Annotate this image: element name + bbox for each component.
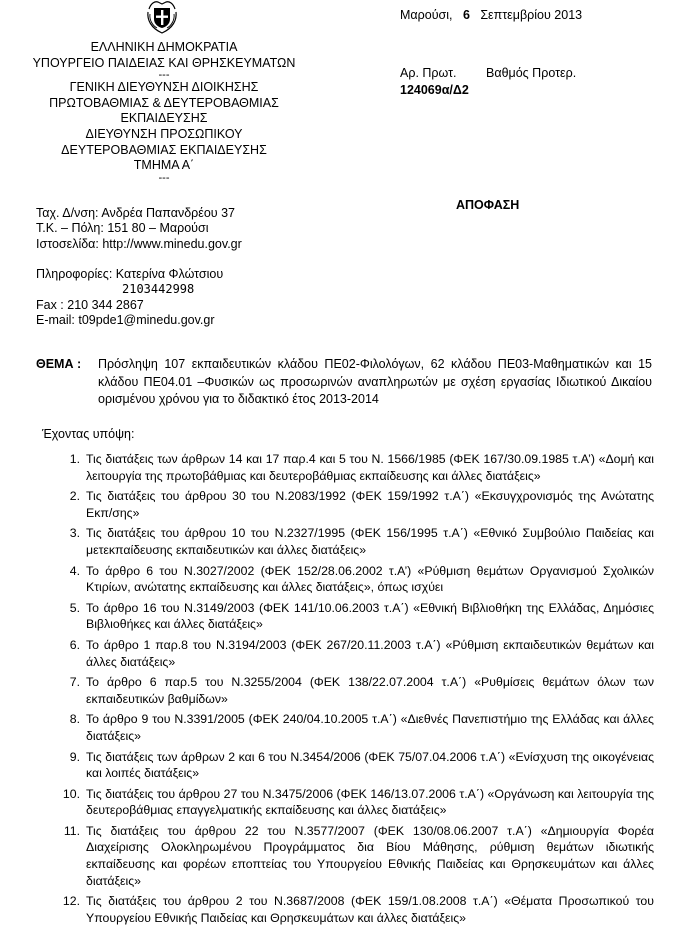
item-number: 1. bbox=[69, 452, 80, 466]
considerations-list bbox=[62, 451, 654, 930]
header-line-republic: ΕΛΛΗΝΙΚΗ ΔΗΜΟΚΡΑΤΙΑ bbox=[90, 40, 238, 54]
item-text: Τις διατάξεις του άρθρου 10 του Ν.2327/1995 (ΦΕΚ 156/1995 τ.Α΄) «Εθνικό Συμβούλιο Παιδείας και μετεκπαίδευσης εκπαιδευτικών και άλλες διατάξεις» bbox=[86, 526, 654, 557]
list-item bbox=[62, 711, 654, 744]
header-line-personnel-directorate: ΔΙΕΥΘΥΝΣΗ ΠΡΟΣΩΠΙΚΟΥ bbox=[85, 126, 243, 141]
item-text: Το άρθρο 1 παρ.8 του Ν.3194/2003 (ΦΕΚ 267/20.11.2003 τ.Α΄) «Ρύθμιση εκπαιδευτικών θεμάτων και άλλες διατάξεις» bbox=[86, 637, 654, 669]
list-item bbox=[62, 674, 654, 707]
list-item bbox=[62, 637, 654, 670]
protocol-labels bbox=[400, 65, 576, 82]
list-item bbox=[62, 451, 654, 484]
header-line-department: ΤΜΗΜΑ Α΄ bbox=[133, 158, 195, 173]
email-line[interactable]: E-mail: t09pde1@minedu.gov.gr bbox=[36, 313, 215, 328]
header-line-secondary-education: ΔΕΥΤΕΡΟΒΑΘΜΙΑΣ ΕΚΠΑΙΔΕΥΣΗΣ bbox=[61, 142, 267, 157]
header-line-education: ΕΚΠΑΙΔΕΥΣΗΣ bbox=[120, 111, 208, 126]
item-number: 6. bbox=[69, 637, 80, 652]
document-date bbox=[400, 8, 582, 22]
address-label: Ταχ. Δ/νση: bbox=[36, 206, 99, 220]
item-number: 3. bbox=[69, 526, 80, 541]
list-item bbox=[62, 823, 654, 889]
list-item bbox=[62, 600, 654, 633]
item-text: Το άρθρο 16 του Ν.3149/2003 (ΦΕΚ 141/10.06.2003 τ.Α΄) «Εθνική Βιβλιοθήκη της Ελλάδας, Δημόσιες Βιβλιοθήκες και άλλες διατάξεις» bbox=[86, 600, 654, 632]
item-text: Τις διατάξεις του άρθρου 2 του Ν.3687/2008 (ΦΕΚ 159/1.08.2008 τ.Α΄) «Θέματα Προσωπικού του Υπουργείου Εθνικής Παιδείας και Θρησκευμάτων και άλλες διατάξεις» bbox=[86, 894, 654, 925]
list-item bbox=[62, 488, 654, 521]
item-text: Τις διατάξεις του άρθρου 30 του Ν.2083/1992 (ΦΕΚ 159/1992 τ.Α΄) «Εκσυγχρονισμός της Ανώτατης Εκπ/σης» bbox=[86, 489, 654, 520]
item-text: Το άρθρο 9 του Ν.3391/2005 (ΦΕΚ 240/04.10.2005 τ.Α΄) «Διεθνές Πανεπιστήμιο της Ελλάδας και άλλες διατάξεις» bbox=[86, 712, 654, 743]
postcode-row bbox=[36, 221, 242, 236]
list-item bbox=[62, 786, 654, 819]
item-number: 7. bbox=[69, 675, 80, 690]
date-month-year: Σεπτεμβρίου 2013 bbox=[480, 8, 583, 22]
list-item bbox=[62, 749, 654, 782]
postcode-label: Τ.Κ. – Πόλη: bbox=[36, 221, 104, 236]
item-number: 10. bbox=[62, 786, 80, 801]
list-item bbox=[62, 893, 654, 926]
item-number: 2. bbox=[69, 489, 80, 504]
protocol-reference bbox=[400, 65, 576, 99]
address-value: Ανδρέα Παπανδρέου 37 bbox=[101, 206, 236, 220]
item-number: 11. bbox=[63, 823, 80, 838]
item-number: 12. bbox=[62, 894, 80, 909]
date-day: 6 bbox=[462, 8, 470, 22]
item-number: 9. bbox=[69, 749, 80, 764]
info-label: Πληροφορίες: bbox=[36, 267, 113, 281]
item-text: Τις διατάξεις του άρθρου 22 του Ν.3577/2007 (ΦΕΚ 130/08.06.2007 τ.Α΄) «Δημιουργία Φορέα Διαχείρισης Ολοκληρωμένου Προγράμματος δια Βίου Μάθησης, ρύθμιση θεμάτων ιδιωτικής εκπαίδευσης και φορέων εποπτείας του Υπουργείου Εθνικής Παιδείας και Θρησκευμάτων και άλλες διατάξεις» bbox=[86, 823, 654, 888]
date-place: Μαρούσι, bbox=[400, 8, 453, 22]
website-label: Ιστοσελίδα: bbox=[36, 236, 99, 251]
item-text: Τις διατάξεις των άρθρων 2 και 6 του Ν.3454/2006 (ΦΕΚ 75/07.04.2006 τ.Α΄) «Ενίσχυση της οικογένειας και λοιπές διατάξεις» bbox=[86, 749, 654, 781]
website-row bbox=[36, 237, 242, 252]
item-number: 4. bbox=[69, 563, 80, 578]
list-item bbox=[62, 563, 654, 596]
contact-details bbox=[36, 206, 242, 252]
item-number: 5. bbox=[69, 600, 80, 615]
item-text: Τις διατάξεις του άρθρου 27 του Ν.3475/2006 (ΦΕΚ 146/13.07.2006 τ.Α΄) «Οργάνωση και λειτουργία της δευτεροβάθμιας επαγγελματικής εκπαίδευσης και άλλες διατάξεις» bbox=[86, 786, 654, 818]
header-line-levels: ΠΡΩΤΟΒΑΘΜΙΑΣ & ΔΕΥΤΕΡΟΒΑΘΜΙΑΣ bbox=[49, 95, 279, 110]
decision-heading: ΑΠΟΦΑΣΗ bbox=[456, 198, 520, 212]
header-separator: --- bbox=[158, 69, 170, 82]
priority-label: Βαθμός Προτερ. bbox=[486, 66, 577, 80]
info-phone: 2103442998 bbox=[122, 282, 195, 297]
postcode-value: 151 80 – Μαρούσι bbox=[107, 221, 209, 236]
fax-line: Fax : 210 344 2867 bbox=[36, 297, 144, 312]
info-row bbox=[36, 267, 223, 282]
information-block bbox=[36, 267, 223, 329]
header-line-ministry: ΥΠΟΥΡΓΕΙΟ ΠΑΙΔΕΙΑΣ ΚΑΙ ΘΡΗΣΚΕΥΜΑΤΩΝ bbox=[32, 55, 296, 70]
protocol-number: 124069α/Δ2 bbox=[400, 83, 469, 97]
greek-coat-of-arms-emblem bbox=[145, 0, 179, 34]
subject-text: Πρόσληψη 107 εκπαιδευτικών κλάδου ΠΕ02-Φιλολόγων, 62 κλάδου ΠΕ03-Μαθηματικών και 15 κλάδου ΠΕ04.01 –Φυσικών ως προσωρινών αναπληρωτών με σχέση εργασίας Ιδιωτικού Δικαίου ορισμένου χρόνου για το διδακτικό έτος 2013-2014 bbox=[98, 357, 652, 406]
issuer-header bbox=[18, 40, 310, 183]
item-text: Το άρθρο 6 παρ.5 του Ν.3255/2004 (ΦΕΚ 138/22.07.2004 τ.Α΄) «Ρυθμίσεις θεμάτων όλων των εκπαιδευτικών βαθμίδων» bbox=[86, 675, 654, 706]
address-row bbox=[36, 206, 242, 221]
header-separator: --- bbox=[158, 171, 170, 184]
subject-block bbox=[36, 356, 652, 409]
info-contact-name: Κατερίνα Φλώτσιου bbox=[115, 267, 224, 281]
website-link[interactable]: http://www.minedu.gov.gr bbox=[102, 236, 242, 251]
having-in-view-heading: Έχοντας υπόψη: bbox=[42, 427, 135, 441]
protocol-number-label: Αρ. Πρωτ. bbox=[400, 66, 457, 80]
list-item bbox=[62, 525, 654, 558]
subject-label: ΘΕΜΑ : bbox=[36, 357, 82, 371]
header-line-directorate-general: ΓΕΝΙΚΗ ΔΙΕΥΘΥΝΣΗ ΔΙΟΙΚΗΣΗΣ bbox=[69, 80, 259, 95]
item-number: 8. bbox=[69, 712, 80, 727]
item-text: Το άρθρο 6 του Ν.3027/2002 (ΦΕΚ 152/28.06.2002 τ.Α’) «Ρύθμιση θεμάτων Οργανισμού Σχολικών Κτιρίων, ανώτατης εκπαίδευσης και άλλες διατάξεις», όπως ισχύει bbox=[86, 563, 654, 595]
item-text: Τις διατάξεις των άρθρων 14 και 17 παρ.4 και 5 του Ν. 1566/1985 (ΦΕΚ 167/30.09.1985 τ.Α’) «Δομή και λειτουργία της πρωτοβάθμιας και δευτεροβάθμιας εκπαίδευσης και άλλες διατάξεις» bbox=[86, 452, 654, 483]
